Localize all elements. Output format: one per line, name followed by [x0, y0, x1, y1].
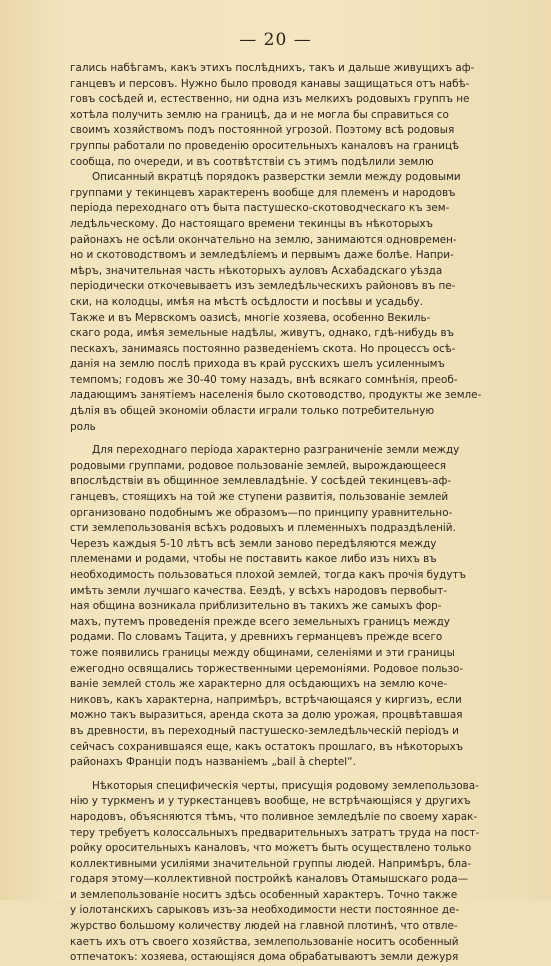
- paragraph-1: [70, 61, 532, 170]
- text-line: пескахъ, занимаясь постоянно разведеніемъ скота. Но процессъ осѣ-: [70, 342, 456, 355]
- text-line: у іолотанскихъ сарыковъ изъ-за необходимости нести постоянное де-: [70, 904, 460, 917]
- text-line: своимъ хозяйствомъ подъ постоянной угрозой. Поэтому всѣ родовыя: [70, 124, 455, 137]
- text-line: ганцевъ и персовъ. Нужно было проводя канавы защищаться отъ набѣ-: [70, 77, 470, 90]
- text-line: хотѣла получить землю на границѣ, да и не могла бы справиться со: [70, 108, 449, 121]
- text-line: роль: [70, 420, 96, 433]
- text-line: ледѣльческому. До настоящаго времени текинцы въ нѣкоторыхъ: [70, 217, 433, 230]
- text-line: въ древности, въ переходный пастушеско-земледѣльческій періодъ и: [70, 724, 459, 737]
- text-line: имѣть земли лучшаго качества. Ееэдѣ, у всѣхъ народовъ первобыт-: [70, 584, 448, 597]
- text-line: и землепользованіе носитъ здѣсь особенный характеръ. Точно также: [70, 888, 458, 901]
- text-line: каетъ ихъ отъ своего хозяйства, землепользованіе носитъ особенный: [70, 935, 459, 948]
- text-line: никовъ, какъ характерна, напримѣръ, встрѣчающаяся у киргизъ, если: [70, 693, 462, 706]
- text-line: родовыми группами, родовое пользованіе землей, вырождающееся: [70, 459, 447, 472]
- paragraph-gap: [70, 435, 532, 443]
- text-line: скаго рода, имѣя земельные надѣлы, живутъ, однако, гдѣ-нибудь въ: [70, 327, 454, 340]
- text-line: Описанный вкратцѣ порядокъ разверстки земли между родовыми: [92, 171, 461, 184]
- text-line: ваніе землей столь же характерно для осѣдающихъ на землю коче-: [70, 678, 448, 691]
- text-line: районахъ не осѣли окончательно на землю, занимаются одновремен-: [70, 233, 457, 246]
- text-line: сообща, по очереди, и въ соотвѣтствіи съ этимъ подѣлили землю: [70, 155, 434, 168]
- text-line: районахъ Франціи подъ названіемъ „bail à cheptel“.: [70, 756, 356, 769]
- paragraph-2: [70, 170, 532, 435]
- text-line: группами у текинцевъ характеренъ вообще для племенъ и народовъ: [70, 186, 456, 199]
- text-line: дѣлія въ общей экономіи области играли только потребительную: [70, 405, 435, 418]
- text-line: ройку оросительныхъ каналовъ, что можетъ быть осуществлено только: [70, 842, 472, 855]
- text-line: можно такъ выразиться, аренда скота за долю урожая, процвѣтавшая: [70, 709, 463, 722]
- text-line: ски, на колодцы, имѣя на мѣстѣ осѣдлости и посѣвы и усадьбу.: [70, 295, 424, 308]
- text-line: народовъ, объясняются тѣмъ, что поливное земледѣліе по своему харак-: [70, 810, 478, 823]
- text-line: ганцевъ, стоящихъ на той же ступени развитія, пользованіе землей: [70, 491, 449, 504]
- text-line: мѣръ, значительная часть нѣкоторыхъ ауловъ Асхабадскаго уѣзда: [70, 264, 443, 277]
- body-text: [70, 61, 532, 966]
- text-line: организовано подобнымъ же образомъ—по принципу уравнительно-: [70, 506, 453, 519]
- text-line: коллективными усиліями значительной группы людей. Напримѣръ, бла-: [70, 857, 472, 870]
- text-line: журство большому количеству людей на главной плотинѣ, что отвле-: [70, 920, 458, 933]
- paragraph-gap: [70, 771, 532, 779]
- paragraph-3: [70, 443, 532, 770]
- text-line: сейчасъ сохранившаяся еще, какъ остатокъ прошлаго, въ нѣкоторыхъ: [70, 740, 464, 753]
- text-line: махъ, путемъ проведенія прежде всего земельныхъ границъ между: [70, 615, 450, 628]
- text-line: тоже появились границы между общинами, селеніями и эти границы: [70, 646, 455, 659]
- text-line: отпечатокъ: хозяева, остающіяся дома обрабатываютъ земли дежуря: [70, 951, 459, 964]
- text-line: гались набѣгамъ, какъ этихъ послѣднихъ, такъ и дальше живущихъ аф-: [70, 62, 475, 74]
- text-line: сти землепользованія всѣхъ родовыхъ и племенныхъ подраздѣленій.: [70, 522, 456, 535]
- text-line: родами. По словамъ Тацита, у древнихъ германцевъ прежде всего: [70, 631, 443, 644]
- text-line: данія на землю послѣ прихода въ край русскихъ шелъ усиленнымъ: [70, 358, 445, 371]
- text-line: племенами и родами, чтобы не поставить какое либо изъ нихъ въ: [70, 553, 437, 566]
- text-line: теру требуетъ колоссальныхъ предварительныхъ затратъ труда на пост-: [70, 826, 480, 839]
- text-line: Также и въ Мервскомъ оазисѣ, многіе хозяева, особенно Векиль-: [70, 311, 431, 324]
- text-line: ежегодно освящались торжественными церемоніями. Родовое пользо-: [70, 662, 464, 675]
- text-line: необходимость пользоваться плохой землей, тогда какъ прочія будутъ: [70, 569, 466, 581]
- text-line: періода переходнаго отъ быта пастушеско-скотоводческаго къ зем-: [70, 202, 450, 215]
- text-line: ладающимъ занятіемъ населенія было скотоводство, продукты же земле-: [70, 389, 482, 402]
- paragraph-4: [70, 779, 532, 966]
- text-line: впослѣдствіи въ общинное землевладѣніе. У сосѣдей текинцевъ-аф-: [70, 475, 452, 488]
- text-line: темпомъ; годовъ же 30-40 тому назадъ, внѣ всякаго сомнѣнія, преоб-: [70, 373, 458, 386]
- text-line: группы работали по проведенію оросительныхъ каналовъ на границѣ: [70, 139, 459, 152]
- text-line: годаря этому—коллективной постройкѣ каналовъ Отамышскаго рода—: [70, 873, 468, 886]
- text-line: ная община возникала приблизительно въ такихъ же самыхъ фор-: [70, 600, 442, 613]
- text-line: нію у туркменъ и у туркестанцевъ вообще, не встрѣчающіяся у другихъ: [70, 795, 471, 808]
- text-line: Черезъ каждыя 5-10 лѣтъ всѣ земли заново передѣляются между: [70, 537, 437, 550]
- page-number: — 20 —: [239, 30, 312, 50]
- text-line: періодически откочевываетъ изъ земледѣльческихъ районовъ въ пе-: [70, 280, 456, 293]
- text-line: Для переходнаго періода характерно разграниченіе земли между: [92, 444, 460, 457]
- text-line: но и скотоводствомъ и земледѣліемъ и первымъ даже болѣе. Напри-: [70, 249, 454, 262]
- text-line: говъ сосѣдей и, естественно, ни одна изъ мелкихъ родовыхъ группъ не: [70, 93, 470, 106]
- text-line: Нѣкоторыя специфическія черты, присущія родовому землепользова-: [92, 779, 479, 792]
